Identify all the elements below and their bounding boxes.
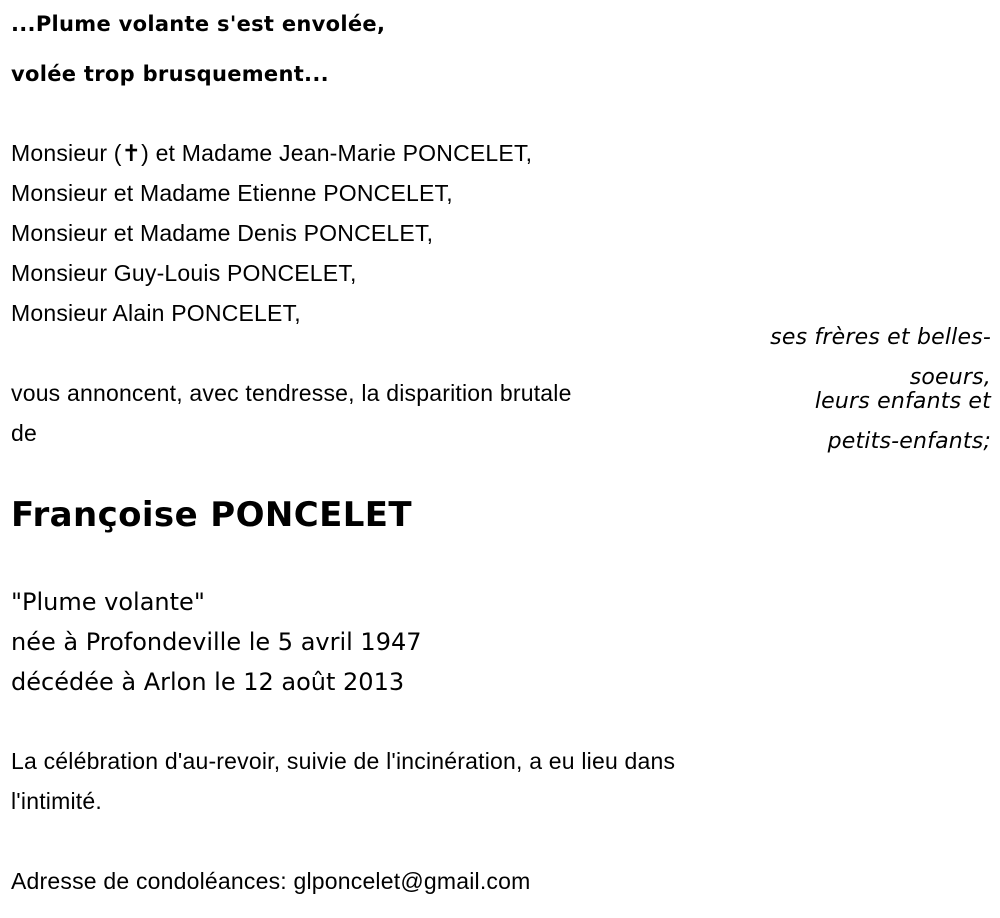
relation-line-4: petits-enfants;	[827, 429, 991, 454]
family-member: Monsieur (✝) et Madame Jean-Marie PONCELET,	[11, 140, 533, 166]
announcement-line-1: vous annoncent, avec tendresse, la disparition brutale	[11, 380, 572, 406]
epigraph-line-2: volée trop brusquement...	[11, 62, 329, 86]
relation-line-2: soeurs,	[909, 365, 991, 390]
family-member: Monsieur et Madame Etienne PONCELET,	[11, 180, 453, 206]
family-member: Monsieur et Madame Denis PONCELET,	[11, 220, 434, 246]
family-member: Monsieur Alain PONCELET,	[11, 300, 301, 326]
deceased-nickname: "Plume volante"	[11, 588, 205, 616]
condolences-label: Adresse de condoléances:	[11, 868, 287, 894]
condolences-line	[11, 868, 530, 895]
relation-line-1: ses frères et belles-	[770, 325, 991, 350]
relation-line-3: leurs enfants et	[814, 389, 991, 414]
family-member: Monsieur Guy-Louis PONCELET,	[11, 260, 357, 286]
epigraph-line-1: ...Plume volante s'est envolée,	[11, 12, 386, 36]
deceased-name: Françoise PONCELET	[11, 495, 413, 535]
announcement-line-2: de	[11, 420, 37, 446]
ceremony-line-1: La célébration d'au-revoir, suivie de l'incinération, a eu lieu dans	[11, 748, 676, 774]
birth-info: née à Profondeville le 5 avril 1947	[11, 628, 422, 656]
ceremony-line-2: l'intimité.	[11, 788, 102, 814]
death-info: décédée à Arlon le 12 août 2013	[11, 668, 405, 696]
condolences-email-link[interactable]: glponcelet@gmail.com	[293, 868, 531, 894]
